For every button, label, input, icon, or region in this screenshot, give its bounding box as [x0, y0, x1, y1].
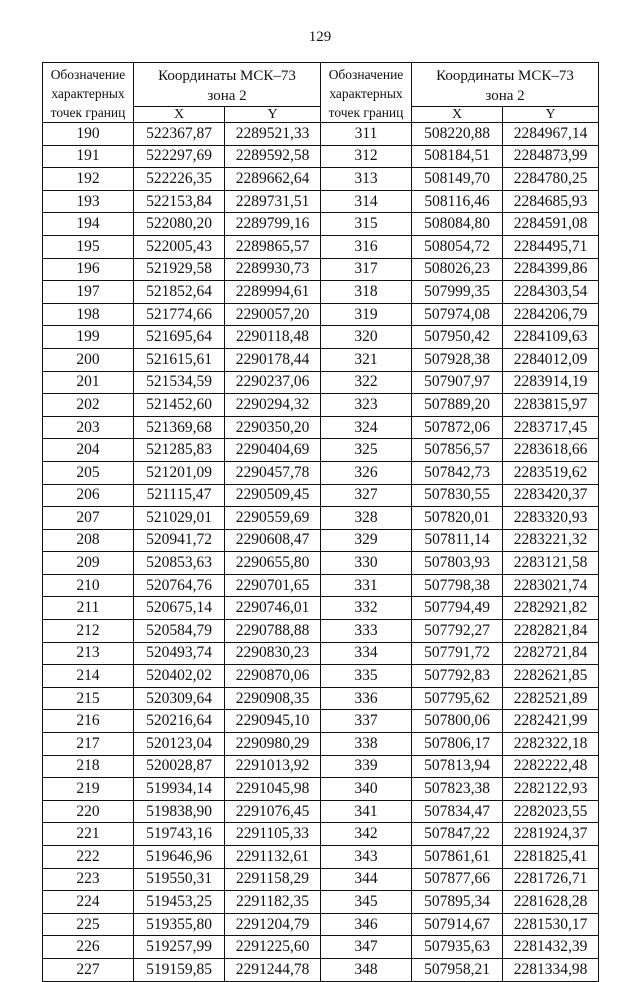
point-number-cell: 347 — [321, 936, 412, 959]
y-coordinate-cell: 2289930,73 — [225, 258, 321, 281]
x-coordinate-cell: 507895,34 — [412, 891, 503, 914]
x-coordinate-cell: 519257,99 — [134, 936, 225, 959]
x-coordinate-cell: 520402,02 — [134, 665, 225, 688]
point-number-cell: 224 — [43, 891, 134, 914]
table-row — [43, 868, 599, 891]
table-row — [43, 574, 599, 597]
y-coordinate-cell: 2282621,85 — [503, 665, 599, 688]
y-coordinate-cell: 2290350,20 — [225, 416, 321, 439]
point-number-cell: 212 — [43, 620, 134, 643]
table-row — [43, 642, 599, 665]
y-coordinate-cell: 2290608,47 — [225, 529, 321, 552]
table-row — [43, 303, 599, 326]
point-number-cell: 321 — [321, 348, 412, 371]
x-coordinate-cell: 520584,79 — [134, 620, 225, 643]
x-coordinate-cell: 519743,16 — [134, 823, 225, 846]
x-coordinate-cell: 507792,27 — [412, 620, 503, 643]
y-coordinate-cell: 2283914,19 — [503, 371, 599, 394]
table-row — [43, 168, 599, 191]
point-number-cell: 335 — [321, 665, 412, 688]
point-number-cell: 207 — [43, 507, 134, 530]
point-number-cell: 342 — [321, 823, 412, 846]
y-coordinate-cell: 2281726,71 — [503, 868, 599, 891]
point-number-cell: 320 — [321, 326, 412, 349]
table-row — [43, 326, 599, 349]
x-coordinate-cell: 522080,20 — [134, 213, 225, 236]
point-number-cell: 225 — [43, 913, 134, 936]
point-number-cell: 198 — [43, 303, 134, 326]
table-row — [43, 936, 599, 959]
x-coordinate-cell: 520309,64 — [134, 687, 225, 710]
x-coordinate-cell: 507856,57 — [412, 439, 503, 462]
x-coordinate-cell: 508084,80 — [412, 213, 503, 236]
point-number-cell: 193 — [43, 190, 134, 213]
y-coordinate-cell: 2289994,61 — [225, 281, 321, 304]
x-coordinate-cell: 508220,88 — [412, 123, 503, 146]
x-coordinate-cell: 519453,25 — [134, 891, 225, 914]
point-number-cell: 341 — [321, 800, 412, 823]
y-coordinate-cell: 2291105,33 — [225, 823, 321, 846]
point-number-cell: 209 — [43, 552, 134, 575]
point-number-cell: 316 — [321, 235, 412, 258]
table-row — [43, 190, 599, 213]
y-coordinate-cell: 2289662,64 — [225, 168, 321, 191]
table-row — [43, 416, 599, 439]
point-number-cell: 216 — [43, 710, 134, 733]
point-number-cell: 327 — [321, 484, 412, 507]
coords-header-line2: зона 2 — [485, 88, 525, 104]
y-coordinate-cell: 2289865,57 — [225, 235, 321, 258]
x-coordinate-cell: 508116,46 — [412, 190, 503, 213]
table-row — [43, 281, 599, 304]
x-coordinate-cell: 507928,38 — [412, 348, 503, 371]
x-coordinate-cell: 507803,93 — [412, 552, 503, 575]
y-coordinate-cell: 2283519,62 — [503, 461, 599, 484]
point-number-cell: 311 — [321, 123, 412, 146]
x-coordinate-cell: 521852,64 — [134, 281, 225, 304]
x-coordinate-cell: 519159,85 — [134, 958, 225, 981]
y-coordinate-cell: 2290237,06 — [225, 371, 321, 394]
point-number-cell: 220 — [43, 800, 134, 823]
point-number-cell: 328 — [321, 507, 412, 530]
point-number-cell: 330 — [321, 552, 412, 575]
point-number-cell: 217 — [43, 733, 134, 756]
x-coordinate-cell: 520941,72 — [134, 529, 225, 552]
x-coordinate-cell: 521929,58 — [134, 258, 225, 281]
coords-header-line1: Координаты МСК–73 — [158, 68, 296, 84]
x-coordinate-cell: 507800,06 — [412, 710, 503, 733]
point-number-cell: 222 — [43, 846, 134, 869]
x-coordinate-cell: 507861,61 — [412, 846, 503, 869]
x-coordinate-cell: 507798,38 — [412, 574, 503, 597]
point-number-cell: 210 — [43, 574, 134, 597]
y-coordinate-cell: 2282521,89 — [503, 687, 599, 710]
y-coordinate-cell: 2290980,29 — [225, 733, 321, 756]
x-coordinate-cell: 521201,09 — [134, 461, 225, 484]
point-number-cell: 332 — [321, 597, 412, 620]
x-coordinate-cell: 507791,72 — [412, 642, 503, 665]
y-coordinate-cell: 2282921,82 — [503, 597, 599, 620]
point-number-cell: 317 — [321, 258, 412, 281]
table-row — [43, 913, 599, 936]
y-coordinate-cell: 2290404,69 — [225, 439, 321, 462]
point-number-cell: 221 — [43, 823, 134, 846]
x-coordinate-cell: 520493,74 — [134, 642, 225, 665]
y-coordinate-cell: 2282222,48 — [503, 755, 599, 778]
y-coordinate-cell: 2281334,98 — [503, 958, 599, 981]
table-row — [43, 552, 599, 575]
y-coordinate-cell: 2281432,39 — [503, 936, 599, 959]
x-header: X — [412, 107, 503, 123]
x-coordinate-cell: 507958,21 — [412, 958, 503, 981]
table-row — [43, 529, 599, 552]
x-coordinate-cell: 507834,47 — [412, 800, 503, 823]
point-number-cell: 339 — [321, 755, 412, 778]
x-coordinate-cell: 522005,43 — [134, 235, 225, 258]
point-number-cell: 322 — [321, 371, 412, 394]
x-coordinate-cell: 507792,83 — [412, 665, 503, 688]
x-coordinate-cell: 520216,64 — [134, 710, 225, 733]
x-coordinate-cell: 522297,69 — [134, 145, 225, 168]
x-coordinate-cell: 507830,55 — [412, 484, 503, 507]
coords-header-left — [134, 63, 321, 107]
y-coordinate-cell: 2281825,41 — [503, 846, 599, 869]
point-number-cell: 326 — [321, 461, 412, 484]
point-number-cell: 223 — [43, 868, 134, 891]
y-coordinate-cell: 2284495,71 — [503, 235, 599, 258]
x-coordinate-cell: 521029,01 — [134, 507, 225, 530]
table-row — [43, 123, 599, 146]
x-coordinate-cell: 521285,83 — [134, 439, 225, 462]
point-number-cell: 345 — [321, 891, 412, 914]
y-coordinate-cell: 2284012,09 — [503, 348, 599, 371]
x-coordinate-cell: 507974,08 — [412, 303, 503, 326]
point-number-cell: 333 — [321, 620, 412, 643]
y-coordinate-cell: 2290294,32 — [225, 394, 321, 417]
point-number-cell: 197 — [43, 281, 134, 304]
x-coordinate-cell: 521534,59 — [134, 371, 225, 394]
y-coordinate-cell: 2283021,74 — [503, 574, 599, 597]
point-number-cell: 218 — [43, 755, 134, 778]
table-row — [43, 213, 599, 236]
point-number-cell: 227 — [43, 958, 134, 981]
point-number-cell: 331 — [321, 574, 412, 597]
coords-header-right — [412, 63, 599, 107]
x-coordinate-cell: 519550,31 — [134, 868, 225, 891]
point-number-cell: 195 — [43, 235, 134, 258]
y-coordinate-cell: 2283221,32 — [503, 529, 599, 552]
point-number-cell: 208 — [43, 529, 134, 552]
x-coordinate-cell: 522367,87 — [134, 123, 225, 146]
point-number-cell: 192 — [43, 168, 134, 191]
x-coordinate-cell: 507935,63 — [412, 936, 503, 959]
table-row — [43, 710, 599, 733]
x-coordinate-cell: 507820,01 — [412, 507, 503, 530]
designation-header-left: Обозначение характерных точек границ — [43, 63, 134, 123]
table-row — [43, 778, 599, 801]
y-coordinate-cell: 2291013,92 — [225, 755, 321, 778]
x-coordinate-cell: 508184,51 — [412, 145, 503, 168]
point-number-cell: 194 — [43, 213, 134, 236]
y-coordinate-cell: 2290057,20 — [225, 303, 321, 326]
x-coordinate-cell: 520853,63 — [134, 552, 225, 575]
table-header — [43, 63, 599, 123]
x-coordinate-cell: 507914,67 — [412, 913, 503, 936]
y-coordinate-cell: 2281530,17 — [503, 913, 599, 936]
y-coordinate-cell: 2290701,65 — [225, 574, 321, 597]
point-number-cell: 190 — [43, 123, 134, 146]
page-number: 129 — [308, 29, 332, 45]
y-coordinate-cell: 2283121,58 — [503, 552, 599, 575]
x-coordinate-cell: 521695,64 — [134, 326, 225, 349]
y-coordinate-cell: 2290178,44 — [225, 348, 321, 371]
y-coordinate-cell: 2284109,63 — [503, 326, 599, 349]
point-number-cell: 334 — [321, 642, 412, 665]
table-row — [43, 484, 599, 507]
x-coordinate-cell: 520764,76 — [134, 574, 225, 597]
table-row — [43, 348, 599, 371]
y-coordinate-cell: 2291225,60 — [225, 936, 321, 959]
x-coordinate-cell: 519355,80 — [134, 913, 225, 936]
point-number-cell: 336 — [321, 687, 412, 710]
x-coordinate-cell: 521615,61 — [134, 348, 225, 371]
table-row — [43, 755, 599, 778]
table-row — [43, 145, 599, 168]
y-coordinate-cell: 2281924,37 — [503, 823, 599, 846]
x-coordinate-cell: 507907,97 — [412, 371, 503, 394]
y-coordinate-cell: 2284780,25 — [503, 168, 599, 191]
y-coordinate-cell: 2281628,28 — [503, 891, 599, 914]
point-number-cell: 211 — [43, 597, 134, 620]
point-number-cell: 313 — [321, 168, 412, 191]
point-number-cell: 340 — [321, 778, 412, 801]
y-coordinate-cell: 2291076,45 — [225, 800, 321, 823]
table-row — [43, 665, 599, 688]
x-coordinate-cell: 508054,72 — [412, 235, 503, 258]
point-number-cell: 318 — [321, 281, 412, 304]
y-coordinate-cell: 2282821,84 — [503, 620, 599, 643]
point-number-cell: 215 — [43, 687, 134, 710]
y-coordinate-cell: 2290870,06 — [225, 665, 321, 688]
y-coordinate-cell: 2290118,48 — [225, 326, 321, 349]
x-coordinate-cell: 519934,14 — [134, 778, 225, 801]
x-coordinate-cell: 520675,14 — [134, 597, 225, 620]
y-coordinate-cell: 2283717,45 — [503, 416, 599, 439]
point-number-cell: 205 — [43, 461, 134, 484]
y-coordinate-cell: 2290559,69 — [225, 507, 321, 530]
y-coordinate-cell: 2291244,78 — [225, 958, 321, 981]
x-coordinate-cell: 507889,20 — [412, 394, 503, 417]
y-coordinate-cell: 2282122,93 — [503, 778, 599, 801]
y-coordinate-cell: 2284873,99 — [503, 145, 599, 168]
point-number-cell: 199 — [43, 326, 134, 349]
y-coordinate-cell: 2284206,79 — [503, 303, 599, 326]
x-coordinate-cell: 508149,70 — [412, 168, 503, 191]
point-number-cell: 344 — [321, 868, 412, 891]
y-coordinate-cell: 2291158,29 — [225, 868, 321, 891]
point-number-cell: 312 — [321, 145, 412, 168]
point-number-cell: 201 — [43, 371, 134, 394]
y-coordinate-cell: 2284591,08 — [503, 213, 599, 236]
x-coordinate-cell: 522226,35 — [134, 168, 225, 191]
x-coordinate-cell: 507823,38 — [412, 778, 503, 801]
x-coordinate-cell: 507811,14 — [412, 529, 503, 552]
table-row — [43, 733, 599, 756]
point-number-cell: 343 — [321, 846, 412, 869]
y-coordinate-cell: 2282023,55 — [503, 800, 599, 823]
table-row — [43, 687, 599, 710]
x-coordinate-cell: 507842,73 — [412, 461, 503, 484]
y-header: Y — [225, 107, 321, 123]
y-coordinate-cell: 2290457,78 — [225, 461, 321, 484]
y-coordinate-cell: 2284967,14 — [503, 123, 599, 146]
coords-header-line1: Координаты МСК–73 — [436, 68, 574, 84]
table-row — [43, 371, 599, 394]
table-row — [43, 439, 599, 462]
x-coordinate-cell: 507806,17 — [412, 733, 503, 756]
x-coordinate-cell: 519646,96 — [134, 846, 225, 869]
y-coordinate-cell: 2291045,98 — [225, 778, 321, 801]
y-coordinate-cell: 2290509,45 — [225, 484, 321, 507]
y-coordinate-cell: 2284399,86 — [503, 258, 599, 281]
point-number-cell: 319 — [321, 303, 412, 326]
table-body — [43, 123, 599, 982]
x-coordinate-cell: 507794,49 — [412, 597, 503, 620]
y-coordinate-cell: 2291182,35 — [225, 891, 321, 914]
point-number-cell: 324 — [321, 416, 412, 439]
table-row — [43, 461, 599, 484]
x-coordinate-cell: 507872,06 — [412, 416, 503, 439]
y-coordinate-cell: 2282421,99 — [503, 710, 599, 733]
x-coordinate-cell: 507950,42 — [412, 326, 503, 349]
y-header: Y — [503, 107, 599, 123]
y-coordinate-cell: 2289799,16 — [225, 213, 321, 236]
y-coordinate-cell: 2283618,66 — [503, 439, 599, 462]
table-row — [43, 394, 599, 417]
coordinates-table — [42, 62, 599, 982]
point-number-cell: 226 — [43, 936, 134, 959]
table-row — [43, 891, 599, 914]
y-coordinate-cell: 2282322,18 — [503, 733, 599, 756]
point-number-cell: 214 — [43, 665, 134, 688]
y-coordinate-cell: 2290945,10 — [225, 710, 321, 733]
table-row — [43, 258, 599, 281]
y-coordinate-cell: 2283420,37 — [503, 484, 599, 507]
y-coordinate-cell: 2290830,23 — [225, 642, 321, 665]
point-number-cell: 337 — [321, 710, 412, 733]
point-number-cell: 338 — [321, 733, 412, 756]
y-coordinate-cell: 2289592,58 — [225, 145, 321, 168]
x-coordinate-cell: 521452,60 — [134, 394, 225, 417]
point-number-cell: 191 — [43, 145, 134, 168]
x-coordinate-cell: 521774,66 — [134, 303, 225, 326]
point-number-cell: 314 — [321, 190, 412, 213]
table-row — [43, 823, 599, 846]
x-coordinate-cell: 507847,22 — [412, 823, 503, 846]
point-number-cell: 200 — [43, 348, 134, 371]
table-row — [43, 235, 599, 258]
point-number-cell: 204 — [43, 439, 134, 462]
point-number-cell: 206 — [43, 484, 134, 507]
point-number-cell: 315 — [321, 213, 412, 236]
y-coordinate-cell: 2284303,54 — [503, 281, 599, 304]
x-coordinate-cell: 507877,66 — [412, 868, 503, 891]
y-coordinate-cell: 2289521,33 — [225, 123, 321, 146]
point-number-cell: 325 — [321, 439, 412, 462]
y-coordinate-cell: 2282721,84 — [503, 642, 599, 665]
y-coordinate-cell: 2283320,93 — [503, 507, 599, 530]
table-row — [43, 958, 599, 981]
x-coordinate-cell: 520028,87 — [134, 755, 225, 778]
y-coordinate-cell: 2290655,80 — [225, 552, 321, 575]
y-coordinate-cell: 2291204,79 — [225, 913, 321, 936]
x-coordinate-cell: 521369,68 — [134, 416, 225, 439]
x-coordinate-cell: 507813,94 — [412, 755, 503, 778]
point-number-cell: 219 — [43, 778, 134, 801]
coords-header-line2: зона 2 — [207, 88, 247, 104]
point-number-cell: 202 — [43, 394, 134, 417]
point-number-cell: 329 — [321, 529, 412, 552]
table-row — [43, 620, 599, 643]
point-number-cell: 196 — [43, 258, 134, 281]
y-coordinate-cell: 2290746,01 — [225, 597, 321, 620]
y-coordinate-cell: 2283815,97 — [503, 394, 599, 417]
designation-header-right: Обозначение характерных точек границ — [321, 63, 412, 123]
point-number-cell: 348 — [321, 958, 412, 981]
x-coordinate-cell: 519838,90 — [134, 800, 225, 823]
y-coordinate-cell: 2289731,51 — [225, 190, 321, 213]
table-row — [43, 507, 599, 530]
x-header: X — [134, 107, 225, 123]
x-coordinate-cell: 521115,47 — [134, 484, 225, 507]
table-row — [43, 846, 599, 869]
x-coordinate-cell: 520123,04 — [134, 733, 225, 756]
x-coordinate-cell: 508026,23 — [412, 258, 503, 281]
y-coordinate-cell: 2284685,93 — [503, 190, 599, 213]
y-coordinate-cell: 2291132,61 — [225, 846, 321, 869]
y-coordinate-cell: 2290788,88 — [225, 620, 321, 643]
point-number-cell: 213 — [43, 642, 134, 665]
y-coordinate-cell: 2290908,35 — [225, 687, 321, 710]
point-number-cell: 346 — [321, 913, 412, 936]
table-row — [43, 597, 599, 620]
table-row — [43, 800, 599, 823]
point-number-cell: 203 — [43, 416, 134, 439]
point-number-cell: 323 — [321, 394, 412, 417]
x-coordinate-cell: 507999,35 — [412, 281, 503, 304]
x-coordinate-cell: 507795,62 — [412, 687, 503, 710]
x-coordinate-cell: 522153,84 — [134, 190, 225, 213]
